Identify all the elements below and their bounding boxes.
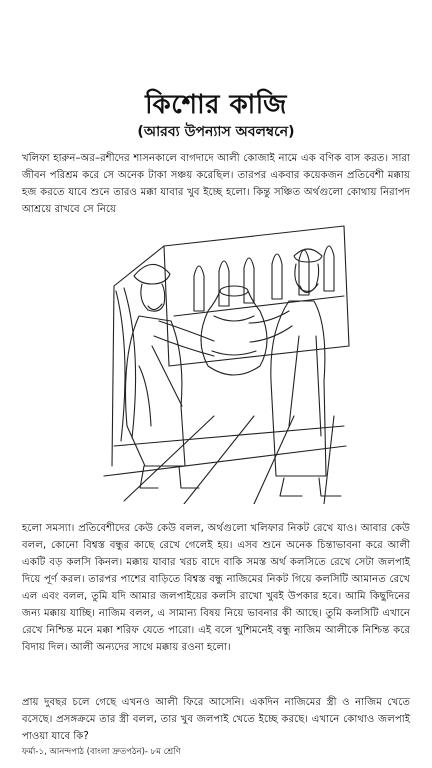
paragraph-intro: খলিফা হারুন–অর–রশীদের শাসনকালে বাগদাদে আলী কোজাই নামে এক বণিক বাস করত। সারা জীবন পরিশ্রম করে সে অনেক টাকা সঞ্চয় করেছিল। তারপর একবার কয়েকজন প্রতিবেশী মক্কায় হজ করতে যাবে শুনে তারও মক্কা যাবার খুব ইচ্ছে হলো। কিন্তু সঞ্চিত অর্থগুলো কোথায় নিরাপদ আশ্রয়ে রাখবে সে নিয়ে [22, 153, 410, 215]
page-footer: ফর্মা-১, আনন্দপাঠ (বাংলা দ্রুতপঠন)- ৮ম শ্রেণি [22, 747, 181, 757]
paragraph-ending: প্রায় দুবছর চলে গেছে এখনও আলী ফিরে আসেনি। একদিন নাজিমের স্ত্রী ও নাজিম খেতে বসেছে। প্রসঙ্গক্রমে তার স্ত্রী বলল, তার খুব জলপাই খেতে ইচ্ছে করছে। এখানে কোথাও জলপাই পাওয়া যাবে কি? [22, 697, 410, 742]
story-title: কিশোর কাজি [145, 90, 287, 120]
story-subtitle: (আরব্য উপন্যাস অবলম্বনে) [137, 124, 295, 140]
paragraph-body: হলো সমস্যা। প্রতিবেশীদের কেউ কেউ বলল, অর্থগুলো খলিফার নিকট রেখে যাও। আবার কেউ বলল, কোনো বিশ্বস্ত বন্ধুর কাছে রেখে গেলেই হয়। এসব শুনে অনেক চিন্তাভাবনা করে আলী একটি বড় কলসি কিনল। মক্কায় যাবার খরচ বাদে বাকি সমস্ত অর্থ কলসিতে রেখে সেটা জলপাই দিয়ে পূর্ণ করল। তারপর পাশের বাড়িতে বিশ্বস্ত বন্ধু নাজিমের নিকট গিয়ে কলসিটি আমানত রেখে এল এবং বলল, তুমি যদি আমার জলপাইয়ের কলসি রাখো খুবই উপকার হবে। আমি কিছুদিনের জন্য মক্কায় যাচ্ছি। নাজিম বলল, এ সামান্য বিষয় নিয়ে ভাবনার কী আছে। তুমি কলসিটি এখানে রেখে নিশ্চিন্ত মনে মক্কা শরিফ যেতে পারো। এই বলে খুশিমনেই বন্ধু নাজিম আলীকে নিশ্চিন্ত করে বিদায় দিল। আলী অন্যদের সাথে মক্কায় রওনা হলো। [22, 523, 410, 653]
illustration-two-men-with-jar [94, 216, 356, 504]
